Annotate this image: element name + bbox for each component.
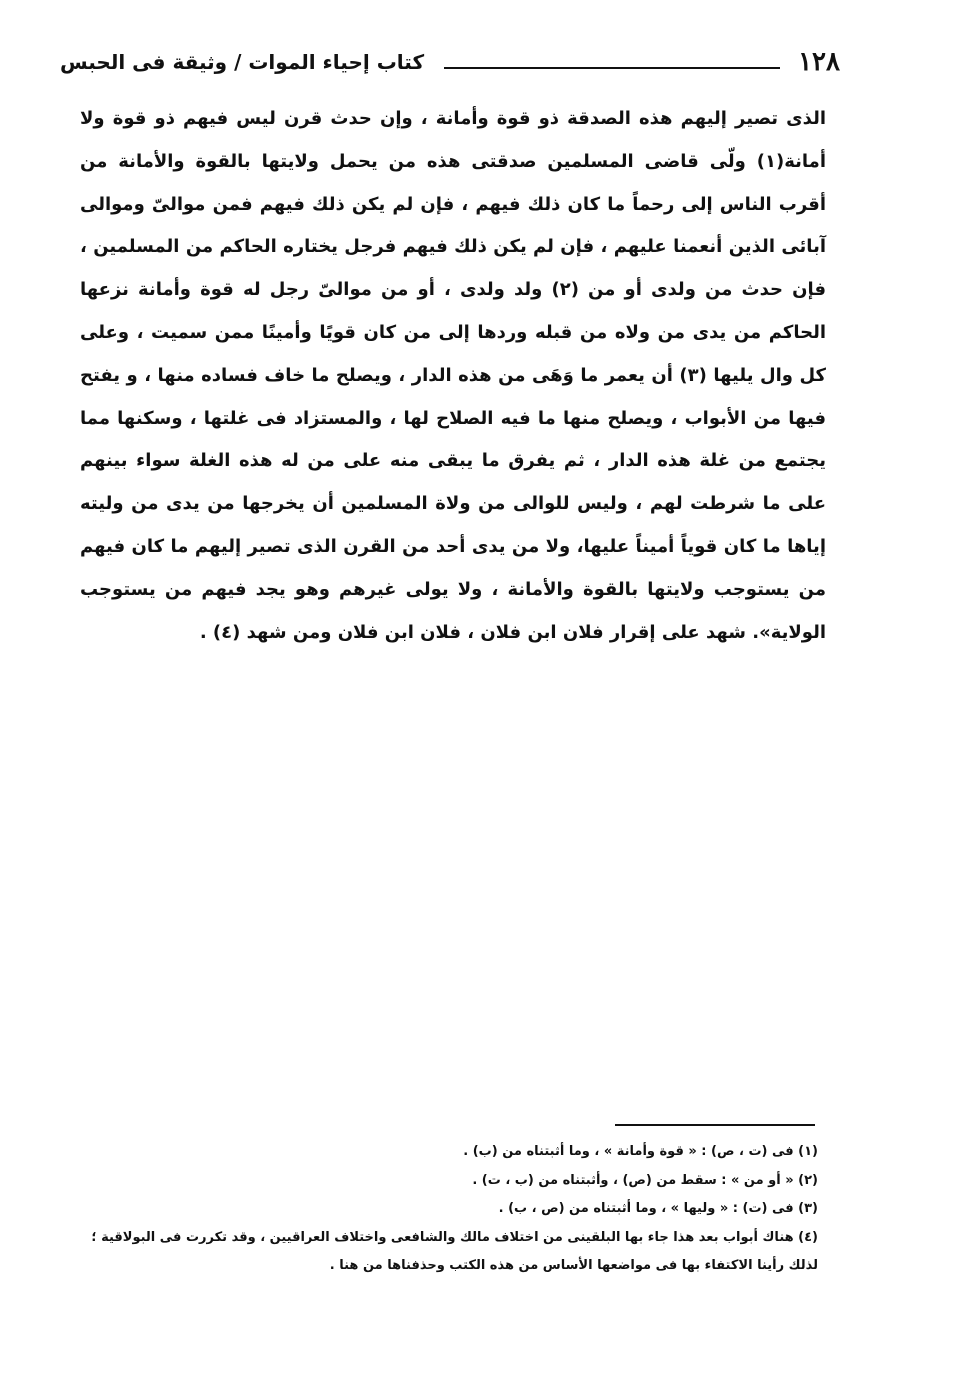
footnotes [70,1138,818,1281]
footnote-1: (١) فى (ت ، ص) : « قوة وأمانة » ، وما أثبتناه من (ب) . [463,1144,818,1159]
footnote-separator [615,1124,815,1126]
footnote-2: (٢) « أو من » : سقط من (ص) ، وأثبتناه من (ب ، ت) . [472,1172,818,1188]
header-rule [444,67,780,69]
main-body-paragraph: الذى تصير إليهم هذه الصدقة ذو قوة وأمانة ، وإن حدث قرن ليس فيهم ذو قوة ولا أمانة(١) ولّى قاضى المسلمين صدقتى هذه من يحمل ولايتها بالقوة والأمانة من أقرب الناس إلى رحماً ما كان ذلك فيهم ، فإن لم يكن ذلك فيهم فمن موالىّ وموالى آبائى الذين أنعمنا عليهم ، فإن لم يكن ذلك فيهم فرجل يختاره الحاكم من المسلمين ، فإن حدث من ولدى أو من (٢) ولد ولدى ، أو من موالىّ رجل له قوة وأمانة نزعها الحاكم من يدى من ولاه من قبله وردها إلى من كان قويًا وأمينًا ممن سميت ، وعلى كل وال يليها (٣) أن يعمر ما وَهَى من هذه الدار ، ويصلح ما خاف فساده منها ، و يفتح فيها من الأبواب ، ويصلح منها ما فيه الصلاح لها ، والمستزاد فى غلتها ، وسكنها مما يجتمع من غلة هذه الدار ، ثم يفرق ما يبقى منه على من له هذه الغلة سواء بينهم على ما شرطت لهم ، وليس للوالى من ولاة المسلمين أن يخرجها من يدى من وليته إياها ما كان قوياً أميناً عليها، ولا من يدى أحد من القرن الذى تصير إليهم ما كان فيهم من يستوجب ولايتها بالقوة والأمانة ، ولا يولى غيرهم وهو يجد فيهم من يستوجب الولاية». شهد على إقرار فلان ابن فلان ، فلان ابن فلان ومن شهد (٤) . [80,108,827,643]
page-number: ١٢٨ [798,47,840,77]
footnote-3: (٣) فى (ت) : « وليها » ، وما أثبتناه من (ص ، ب) . [498,1201,818,1216]
book-title: كتاب إحياء الموات / وثيقة فى الحبس [60,50,425,74]
running-head [60,38,840,86]
footnote-4: (٤) هناك أبواب بعد هذا جاء بها البلقينى من اختلاف مالك والشافعى واختلاف العراقيين ، وقد تكررت فى البولاقية ؛ لذلك رأينا الاكتفاء بها فى مواضعها الأساس من هذه الكتب وحذفناها من هنا . [91,1229,818,1273]
